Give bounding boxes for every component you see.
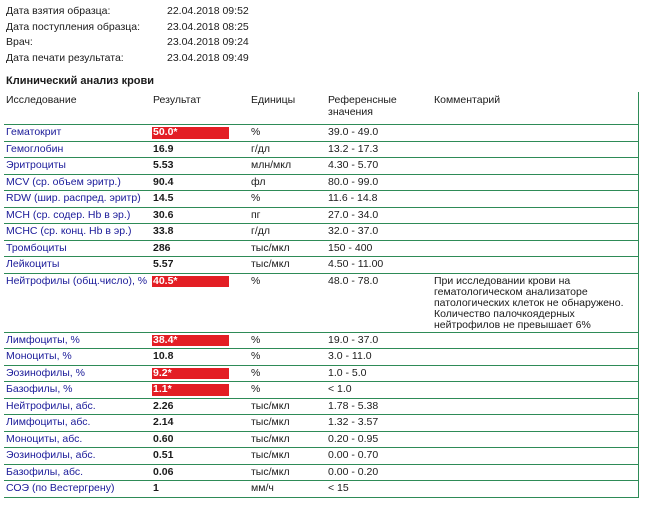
- table-row: [4, 257, 638, 274]
- table-row: [4, 382, 638, 399]
- test-name: Нейтрофилы, абс.: [4, 398, 151, 415]
- comment-cell: [432, 365, 638, 382]
- result-cell: [151, 349, 249, 366]
- test-name: Лимфоциты, %: [4, 332, 151, 349]
- table-row: [4, 224, 638, 241]
- units-cell: млн/мкл: [249, 158, 326, 175]
- reference-cell: 4.50 - 11.00: [326, 257, 432, 274]
- reference-cell: 150 - 400: [326, 240, 432, 257]
- units-cell: мм/ч: [249, 481, 326, 498]
- units-cell: г/дл: [249, 141, 326, 158]
- header-test: Исследование: [4, 92, 151, 125]
- table-row: [4, 365, 638, 382]
- footer-cutoff: [6, 522, 326, 528]
- comment-cell: [432, 257, 638, 274]
- meta-label: Дата взятия образца:: [6, 5, 111, 17]
- reference-cell: 39.0 - 49.0: [326, 125, 432, 142]
- table-row: [4, 141, 638, 158]
- table-row: [4, 273, 638, 332]
- results-table: [4, 92, 639, 498]
- result-value: 0.60: [153, 432, 174, 445]
- abnormal-result-value: 40.5*: [152, 276, 229, 288]
- comment-cell: При исследовании крови на гематологическом анализаторе патологических клеток не обнаружено. Количество палочкоядерных нейтрофилов не превышает 6%: [432, 273, 638, 332]
- table-row: [4, 448, 638, 465]
- comment-cell: [432, 398, 638, 415]
- result-cell: [151, 174, 249, 191]
- units-cell: %: [249, 125, 326, 142]
- sample-meta: [6, 4, 326, 66]
- test-name: Эозинофилы, %: [4, 365, 151, 382]
- table-row: [4, 191, 638, 208]
- result-value: 33.8: [153, 225, 174, 237]
- result-cell: [151, 332, 249, 349]
- units-cell: %: [249, 349, 326, 366]
- table-row: [4, 158, 638, 175]
- test-name: Тромбоциты: [4, 240, 151, 257]
- result-cell: [151, 158, 249, 175]
- result-cell: [151, 464, 249, 481]
- test-name: Базофилы, %: [4, 382, 151, 399]
- reference-cell: 80.0 - 99.0: [326, 174, 432, 191]
- table-row: [4, 240, 638, 257]
- result-cell: [151, 448, 249, 465]
- abnormal-result-value: 38.4*: [152, 335, 229, 347]
- test-name: Гематокрит: [4, 125, 151, 142]
- meta-row-sample-date: [6, 4, 326, 20]
- result-value: 2.26: [153, 399, 174, 412]
- units-cell: тыс/мкл: [249, 464, 326, 481]
- result-value: 90.4: [153, 175, 174, 188]
- result-value: 5.57: [153, 258, 174, 270]
- test-name: MCHC (ср. конц. Hb в эр.): [4, 224, 151, 241]
- meta-label: Дата печати результата:: [6, 51, 124, 64]
- header-comment: Комментарий: [432, 92, 638, 125]
- table-row: [4, 125, 638, 142]
- units-cell: тыс/мкл: [249, 415, 326, 432]
- table-row: [4, 415, 638, 432]
- result-cell: [151, 224, 249, 241]
- units-cell: %: [249, 191, 326, 208]
- reference-cell: 0.00 - 0.70: [326, 448, 432, 465]
- meta-row-print-date: [6, 51, 326, 67]
- test-name: Базофилы, абс.: [4, 464, 151, 481]
- test-name: СОЭ (по Вестергрену): [4, 481, 151, 498]
- comment-cell: [432, 481, 638, 498]
- result-value: 1: [153, 482, 159, 494]
- units-cell: %: [249, 273, 326, 332]
- test-name: Нейтрофилы (общ.число), %: [4, 273, 151, 332]
- test-name: Эозинофилы, абс.: [4, 448, 151, 465]
- test-name: Лейкоциты: [4, 257, 151, 274]
- result-value: 286: [153, 241, 171, 254]
- units-cell: пг: [249, 207, 326, 224]
- comment-cell: [432, 332, 638, 349]
- test-name: RDW (шир. распред. эритр): [4, 191, 151, 208]
- table-row: [4, 464, 638, 481]
- table-row: [4, 332, 638, 349]
- result-cell: [151, 141, 249, 158]
- comment-cell: [432, 224, 638, 241]
- meta-row-doctor: [6, 35, 326, 51]
- reference-cell: 32.0 - 37.0: [326, 224, 432, 241]
- comment-cell: [432, 174, 638, 191]
- reference-cell: 13.2 - 17.3: [326, 141, 432, 158]
- meta-label: Врач:: [6, 36, 33, 48]
- result-cell: [151, 382, 249, 399]
- table-row: [4, 398, 638, 415]
- result-cell: [151, 431, 249, 448]
- result-value: 16.9: [153, 142, 174, 155]
- comment-cell: [432, 382, 638, 399]
- meta-value: 23.04.2018 08:25: [167, 20, 249, 33]
- units-cell: фл: [249, 174, 326, 191]
- units-cell: тыс/мкл: [249, 431, 326, 448]
- units-cell: тыс/мкл: [249, 398, 326, 415]
- comment-cell: [432, 158, 638, 175]
- comment-cell: [432, 431, 638, 448]
- reference-cell: 27.0 - 34.0: [326, 207, 432, 224]
- result-value: 30.6: [153, 208, 174, 221]
- abnormal-result-value: 9.2*: [152, 368, 229, 380]
- result-value: 2.14: [153, 416, 174, 428]
- result-value: 0.51: [153, 449, 174, 461]
- result-cell: [151, 273, 249, 332]
- units-cell: %: [249, 332, 326, 349]
- result-cell: [151, 240, 249, 257]
- reference-cell: 11.6 - 14.8: [326, 191, 432, 208]
- abnormal-result-value: 1.1*: [152, 384, 229, 396]
- test-name: Лимфоциты, абс.: [4, 415, 151, 432]
- units-cell: г/дл: [249, 224, 326, 241]
- test-name: Гемоглобин: [4, 141, 151, 158]
- result-value: 0.06: [153, 465, 174, 478]
- result-cell: [151, 365, 249, 382]
- results-body: [4, 125, 638, 498]
- result-cell: [151, 257, 249, 274]
- section-title: Клинический анализ крови: [6, 75, 155, 87]
- comment-cell: [432, 448, 638, 465]
- result-cell: [151, 191, 249, 208]
- comment-cell: [432, 349, 638, 366]
- table-row: [4, 174, 638, 191]
- meta-row-received-date: [6, 20, 326, 36]
- table-row: [4, 431, 638, 448]
- comment-cell: [432, 207, 638, 224]
- reference-cell: < 15: [326, 481, 432, 498]
- result-value: 5.53: [153, 159, 174, 171]
- table-row: [4, 349, 638, 366]
- result-cell: [151, 207, 249, 224]
- units-cell: тыс/мкл: [249, 240, 326, 257]
- reference-cell: 1.32 - 3.57: [326, 415, 432, 432]
- header-units: Единицы: [249, 92, 326, 125]
- comment-cell: [432, 141, 638, 158]
- comment-cell: [432, 240, 638, 257]
- abnormal-result-value: 50.0*: [152, 127, 229, 139]
- reference-cell: 1.78 - 5.38: [326, 398, 432, 415]
- result-cell: [151, 481, 249, 498]
- meta-value: 22.04.2018 09:52: [167, 5, 249, 17]
- test-name: MCH (ср. содер. Hb в эр.): [4, 207, 151, 224]
- result-cell: [151, 415, 249, 432]
- reference-cell: < 1.0: [326, 382, 432, 399]
- units-cell: тыс/мкл: [249, 448, 326, 465]
- table-row: [4, 207, 638, 224]
- reference-cell: 3.0 - 11.0: [326, 349, 432, 366]
- comment-cell: [432, 464, 638, 481]
- meta-value: 23.04.2018 09:24: [167, 36, 249, 48]
- test-name: Эритроциты: [4, 158, 151, 175]
- header-reference: Референсные значения: [326, 92, 432, 125]
- result-cell: [151, 125, 249, 142]
- reference-cell: 19.0 - 37.0: [326, 332, 432, 349]
- comment-cell: [432, 125, 638, 142]
- units-cell: тыс/мкл: [249, 257, 326, 274]
- test-name: Моноциты, %: [4, 349, 151, 366]
- comment-cell: [432, 191, 638, 208]
- table-header-row: [4, 92, 638, 125]
- comment-cell: [432, 415, 638, 432]
- header-result: Результат: [151, 92, 249, 125]
- units-cell: %: [249, 382, 326, 399]
- reference-cell: 0.00 - 0.20: [326, 464, 432, 481]
- units-cell: %: [249, 365, 326, 382]
- reference-cell: 0.20 - 0.95: [326, 431, 432, 448]
- test-name: Моноциты, абс.: [4, 431, 151, 448]
- result-cell: [151, 398, 249, 415]
- reference-cell: 4.30 - 5.70: [326, 158, 432, 175]
- test-name: MCV (ср. объем эритр.): [4, 174, 151, 191]
- meta-value: 23.04.2018 09:49: [167, 51, 249, 64]
- reference-cell: 48.0 - 78.0: [326, 273, 432, 332]
- result-value: 14.5: [153, 192, 174, 204]
- table-row: [4, 481, 638, 498]
- result-value: 10.8: [153, 350, 174, 362]
- meta-label: Дата поступления образца:: [6, 20, 141, 33]
- reference-cell: 1.0 - 5.0: [326, 365, 432, 382]
